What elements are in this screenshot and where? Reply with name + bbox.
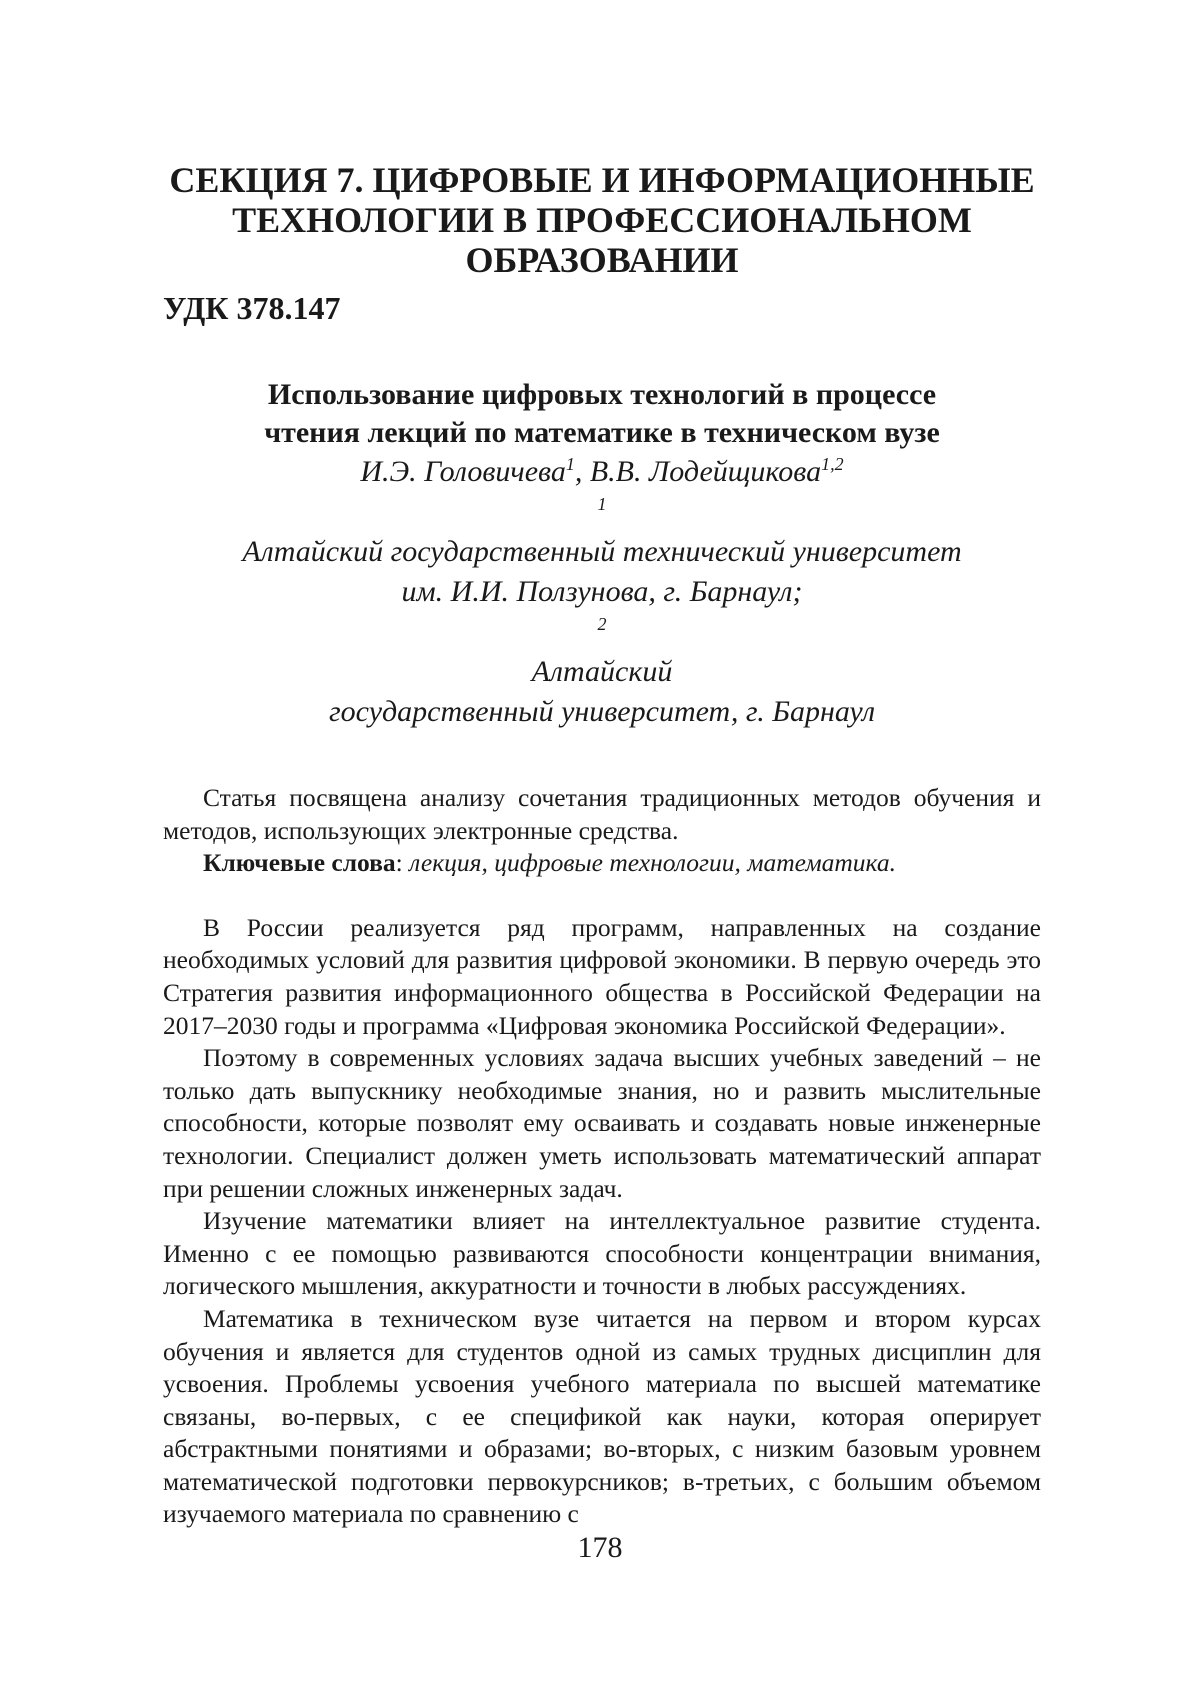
authors-line (163, 452, 1041, 492)
paragraph-1: В России реализуется ряд программ, направленных на создание необходимых условий для развития цифровой экономики. В первую очередь это Стратегия развития информационного общества в Российской Федерации на 2017–2030 годы и программа «Цифровая экономика Российской Федерации». (163, 912, 1041, 1040)
section-title (163, 160, 1041, 280)
article-title (163, 376, 1041, 452)
article-title-line-1: Использование цифровых технологий в процессе (267, 378, 937, 411)
author-2-affiliation-mark: 1,2 (821, 454, 844, 474)
page-number: 178 (577, 1531, 623, 1564)
author-separator: , (574, 455, 590, 488)
section-title-line-3: ОБРАЗОВАНИИ (465, 240, 739, 280)
author-1: И.Э. Головичева (360, 455, 566, 488)
affiliation-line-3: государственный университет, г. Барнаул (328, 695, 876, 728)
abstract-block (163, 782, 1041, 880)
udk-code: УДК 378.147 (163, 290, 341, 326)
affiliation-line-1 (163, 492, 1041, 572)
affiliation-2-mark: 2 (597, 614, 607, 634)
affiliation-1-city: им. И.И. Ползунова, г. Барнаул; (401, 575, 803, 608)
abstract-text: Статья посвящена анализу сочетания традиционных методов обучения и методов, использующих электронные средства. (163, 783, 1041, 845)
author-2: В.В. Лодейщикова (589, 455, 822, 488)
keywords-text: лекция, цифровые технологии, математика. (409, 848, 896, 878)
paragraph-3: Изучение математики влияет на интеллектуальное развитие студента. Именно с ее помощью развиваются способности концентрации внимания, логического мышления, аккуратности и точности в любых рассуждениях. (163, 1206, 1041, 1301)
author-1-affiliation-mark: 1 (565, 454, 575, 474)
keywords-line (163, 847, 1041, 880)
section-title-line-1: СЕКЦИЯ 7. ЦИФРОВЫЕ И ИНФОРМАЦИОННЫЕ (169, 160, 1035, 200)
keywords-label: Ключевые слова (203, 848, 396, 878)
section-title-line-2: ТЕХНОЛОГИИ В ПРОФЕССИОНАЛЬНОМ (232, 200, 972, 240)
affiliation-1-mark: 1 (597, 494, 607, 514)
paragraph-2: Поэтому в современных условиях задача высших учебных заведений – не только дать выпускнику необходимые знания, но и развить мыслительные способности, которые позволят ему осваивать и создавать новые инженерные технологии. Специалист должен уметь использовать математический аппарат при решении сложных инженерных задач. (163, 1043, 1041, 1203)
page-content (163, 160, 1041, 1531)
affiliation-line-2 (163, 572, 1041, 692)
paragraph-4: Математика в техническом вузе читается на первом и втором курсах обучения и является для студентов одной из самых трудных дисциплин для усвоения. Проблемы усвоения учебного материала по высшей математике связаны, во-первых, с ее спецификой как науки, которая оперирует абстрактными понятиями и образами; во-вторых, с низким базовым уровнем математической подготовки первокурсников; в-третьих, с большим объемом изучаемого материала по сравнению с (163, 1303, 1041, 1529)
article-title-line-2: чтения лекций по математике в техническом вузе (264, 416, 940, 449)
keywords-colon: : (395, 848, 410, 878)
affiliations (163, 492, 1041, 732)
affiliation-1-text: Алтайский государственный технический университет (242, 535, 962, 568)
body-text (163, 912, 1041, 1531)
affiliation-2-text-start: Алтайский (531, 655, 673, 688)
